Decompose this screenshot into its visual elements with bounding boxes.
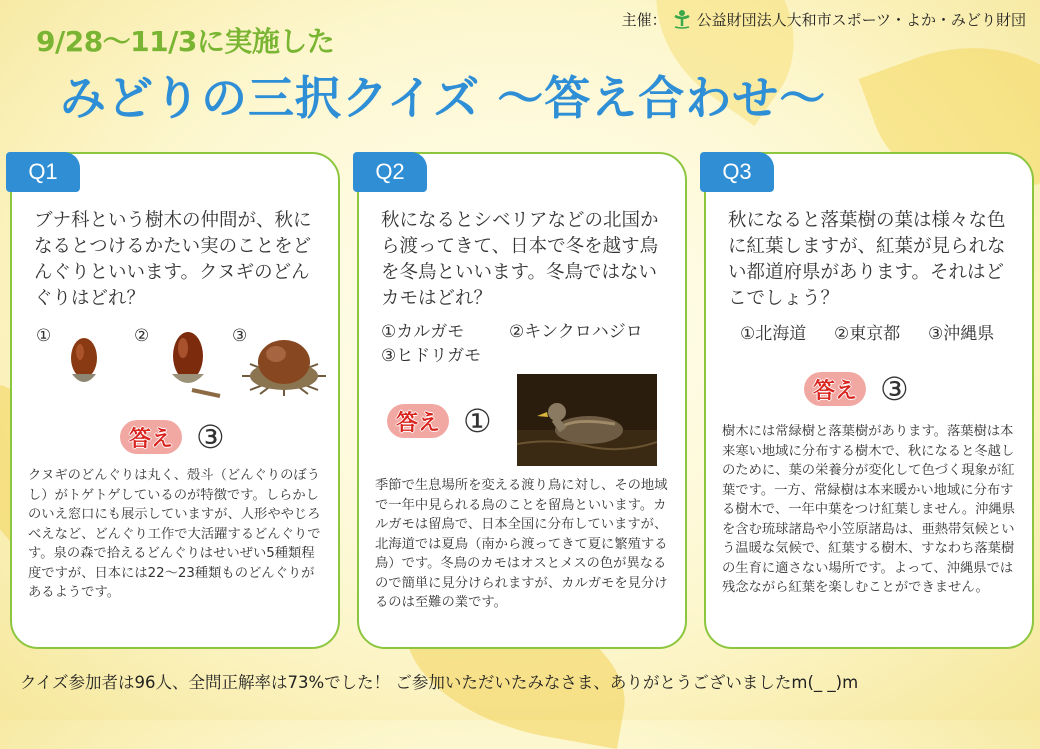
option-2: ②東京都 (834, 324, 901, 344)
question-tab: Q1 (6, 152, 80, 192)
question-text: 秋になるとシベリアなどの北国から渡ってきて、日本で冬を越す鳥を冬鳥といいます。冬鳥ではないカモはどれ？ (381, 210, 659, 309)
option-2: ② (134, 326, 150, 346)
explanation-text: 季節で生息場所を変える渡り鳥に対し、その地域で一年中見られる鳥のことを留鳥といいます。カルガモは留鳥で、日本全国に分布していますが、北海道では夏鳥（南から渡ってきて夏に繁殖する鳥）です。冬鳥のカモはオスとメスの色が異なるので簡単に見分けられますが、カルガモを見分けるのは至難の業です。 (375, 478, 668, 610)
question-tab: Q2 (353, 152, 427, 192)
person-leaf-logo-icon (671, 8, 693, 30)
answer-row (120, 418, 225, 456)
organizer-name: 公益財団法人大和市スポーツ・よか・みどり財団 (696, 10, 1026, 29)
answer-badge: 答え (387, 404, 449, 438)
acorn-image-1 (64, 334, 104, 394)
answer-number: ① (463, 402, 492, 440)
question-text: 秋になると落葉樹の葉は様々な色に紅葉しますが、紅葉が見られない都道府県があります。それはどこでしょう？ (728, 210, 1006, 309)
acorn-image-2 (162, 330, 222, 404)
quiz-card-q2 (357, 152, 687, 649)
explanation-text: クヌギのどんぐりは丸く、殻斗（どんぐりのぼうし）がトゲトゲしているのが特徴です。しらかしのいえ窓口にも展示していますが、人形ややじろべえなど、どんぐり工作で大活躍するどんぐりです。泉の森で拾えるどんぐりはせいぜい5種類程度ですが、日本には22～23種類ものどんぐりがあるようです。 (28, 468, 321, 600)
answer-row (804, 370, 909, 408)
quiz-card-q3 (704, 152, 1034, 649)
page-title: みどりの三択クイズ ～答え合わせ～ (60, 71, 827, 125)
question-text: ブナ科という樹木の仲間が、秋になるとつけるかたい実のことをどんぐりといいます。クヌギのどんぐりはどれ？ (34, 210, 312, 309)
duck-photo (517, 374, 657, 466)
organizer-prefix: 主催： (621, 10, 667, 29)
answer-badge: 答え (804, 372, 866, 406)
option-2: ②キンクロハジロ (509, 322, 643, 342)
participation-summary: クイズ参加者は96人、全問正解率は73%でした！ ご参加いただいたみなさま、ありがとうございましたm(_ _)m (20, 673, 859, 692)
option-1: ①カルガモ (381, 322, 465, 342)
acorn-image-3 (236, 330, 332, 400)
option-1: ① (36, 326, 52, 346)
option-3: ③沖縄県 (928, 324, 995, 344)
event-period: 9/28～11/3に実施した (36, 25, 335, 58)
answer-number: ③ (196, 418, 225, 456)
option-3: ③ヒドリガモ (381, 346, 482, 366)
organizer (622, 8, 1026, 30)
answer-row (387, 402, 492, 440)
answer-number: ③ (880, 370, 909, 408)
option-3: ③ (232, 326, 248, 346)
option-1: ①北海道 (740, 324, 807, 344)
answer-badge: 答え (120, 420, 182, 454)
quiz-card-q1 (10, 152, 340, 649)
question-tab: Q3 (700, 152, 774, 192)
explanation-text: 樹木には常緑樹と落葉樹があります。落葉樹は本来寒い地域に分布する樹木で、秋になると冬越しのために、葉の栄養分が変化して色づく現象が紅葉です。一方、常緑樹は本来暖かい地域に分布する樹木で、一年中葉をつけ紅葉しません。沖縄県を含む琉球諸島や小笠原諸島は、亜熱帯気候という温暖な気候で、紅葉する樹木、すなわち落葉樹の生育に適さない場所です。よって、沖縄県では残念ながら紅葉を楽しむことができません。 (722, 424, 1016, 595)
